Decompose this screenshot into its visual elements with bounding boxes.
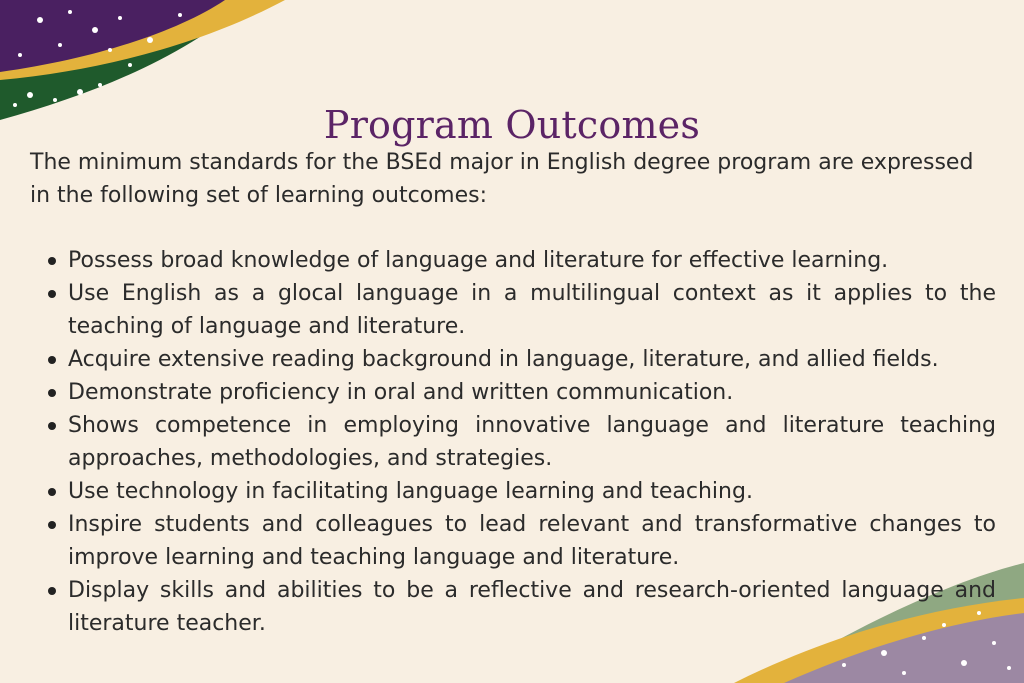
list-item: Demonstrate proficiency in oral and written communication. <box>30 376 996 409</box>
outcomes-list <box>30 244 996 640</box>
list-item: Use English as a glocal language in a multilingual context as it applies to the teaching of language and literature. <box>30 277 996 343</box>
list-item: Inspire students and colleagues to lead relevant and transformative changes to improve learning and teaching language and literature. <box>30 508 996 574</box>
list-item: Use technology in facilitating language learning and teaching. <box>30 475 996 508</box>
list-item: Display skills and abilities to be a reflective and research-oriented language and literature teacher. <box>30 574 996 640</box>
page-title: Program Outcomes <box>323 103 701 148</box>
list-item: Possess broad knowledge of language and literature for effective learning. <box>30 244 996 277</box>
list-item: Acquire extensive reading background in language, literature, and allied fields. <box>30 343 996 376</box>
intro-paragraph: The minimum standards for the BSEd major in English degree program are expressed in the following set of learning outcomes: <box>30 150 974 208</box>
list-item: Shows competence in employing innovative language and literature teaching approaches, methodologies, and strategies. <box>30 409 996 475</box>
